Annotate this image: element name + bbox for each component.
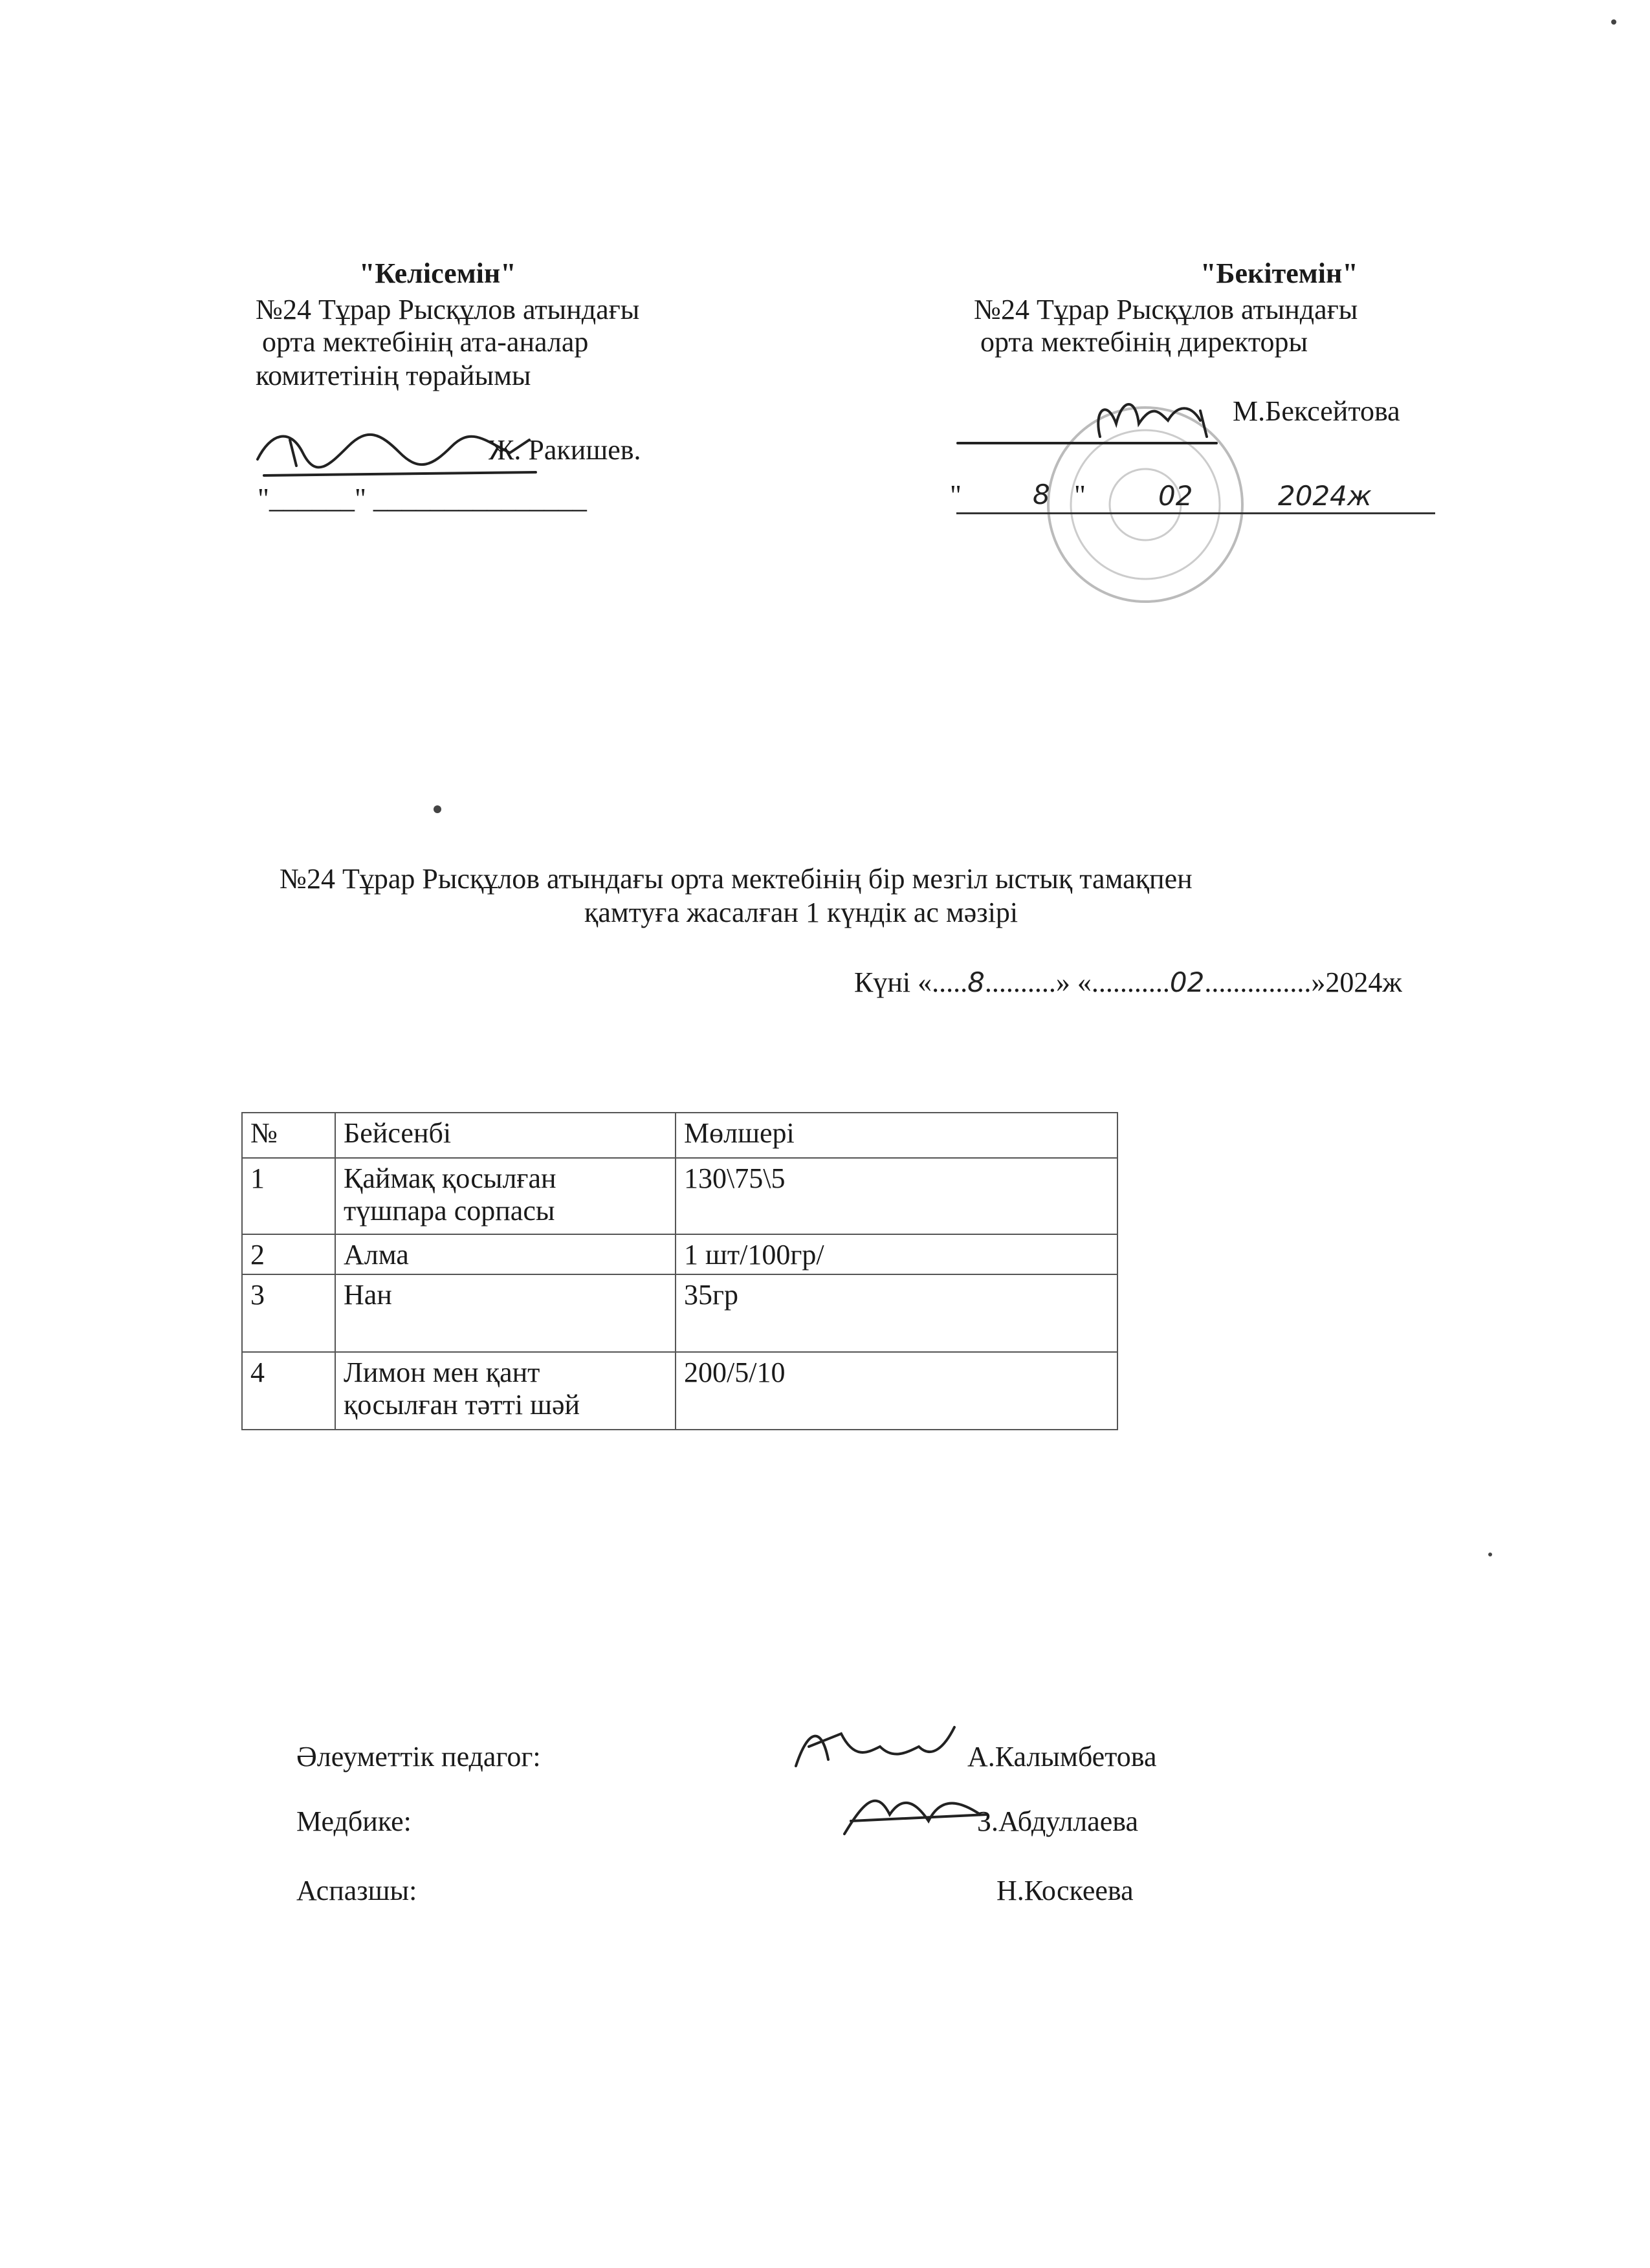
row-amount: 130\75\5 [676,1158,1117,1234]
dish-line: түшпара сорпасы [344,1195,555,1227]
approval-right-line2: орта мектебінің директоры [980,326,1308,358]
menu-heading-line1: №24 Тұрар Рысқұлов атындағы орта мектебінің бір мезгіл ыстық тамақпен [280,863,1193,895]
nurse-signature [831,1776,1000,1847]
row-number: 2 [242,1234,335,1274]
dish-line: Қаймақ қосылған [344,1162,556,1194]
signatory-name: Н.Коскеева [996,1875,1134,1906]
date-prefix: Күні «..... [854,966,968,998]
approval-right-date-underline [956,512,1435,514]
row-amount: 200/5/10 [676,1352,1117,1430]
row-amount: 1 шт/100гр/ [676,1234,1117,1274]
approval-left-title: "Келісемін" [359,257,516,289]
row-dish [335,1234,676,1274]
date-suffix: ...............»2024ж [1204,966,1402,998]
row-dish [335,1158,676,1234]
approval-left-line1: №24 Тұрар Рысқұлов атындағы [256,294,640,325]
approval-right-date-open: " [950,479,962,511]
table-row [242,1274,1117,1352]
dish-line: Алма [344,1239,409,1270]
dish-line: Нан [344,1279,392,1311]
social-pedagogue-signature [783,1714,964,1785]
approval-left-line3: комитетінің төрайымы [256,360,531,391]
menu-heading-line2: қамтуға жасалған 1 күндік ас мәзірі [584,897,1018,928]
date-middle: ..........» «........... [984,966,1170,998]
table-header-row [242,1113,1117,1158]
date-day: 8 [967,966,985,998]
approval-right-date-month: 02 [1158,480,1193,512]
row-dish [335,1274,676,1352]
director-signature [945,385,1229,456]
dish-line: қосылған тәтті шәй [344,1389,580,1421]
approval-right-date-day: 8 [1033,479,1050,510]
row-amount: 35гр [676,1274,1117,1352]
approval-right-title: "Бекітемін" [1200,257,1358,289]
row-number: 1 [242,1158,335,1234]
menu-table [241,1112,1118,1430]
approval-left-name: Ж. Ракишев. [489,434,641,466]
menu-date-line [854,966,1402,999]
row-number: 4 [242,1352,335,1430]
date-month: 02 [1169,966,1205,998]
header-amount: Мөлшері [676,1113,1117,1158]
signatory-name: З.Абдуллаева [977,1805,1139,1837]
table-row [242,1234,1117,1274]
approval-right-date-year: 2024ж [1278,480,1372,512]
scan-speck [434,805,441,813]
signatory-role: Аспазшы: [296,1875,417,1906]
signatory-name: А.Калымбетова [967,1741,1157,1772]
scan-speck [1488,1553,1492,1556]
row-number: 3 [242,1274,335,1352]
approval-right-date-close: " [1074,479,1086,511]
approval-left-line2: орта мектебінің ата-аналар [262,326,589,358]
signatory-role: Медбике: [296,1805,412,1837]
dish-line: Лимон мен қант [344,1357,540,1388]
approval-right-line1: №24 Тұрар Рысқұлов атындағы [974,294,1358,325]
signatory-role: Әлеуметтік педагог: [296,1741,541,1772]
row-dish [335,1352,676,1430]
approval-left-date-line: "______" _______________ [258,483,587,514]
table-row [242,1158,1117,1234]
header-number: № [242,1113,335,1158]
scan-speck [1611,19,1616,25]
table-row [242,1352,1117,1430]
header-day: Бейсенбі [335,1113,676,1158]
approval-right-name: М.Бексейтова [1233,395,1400,427]
